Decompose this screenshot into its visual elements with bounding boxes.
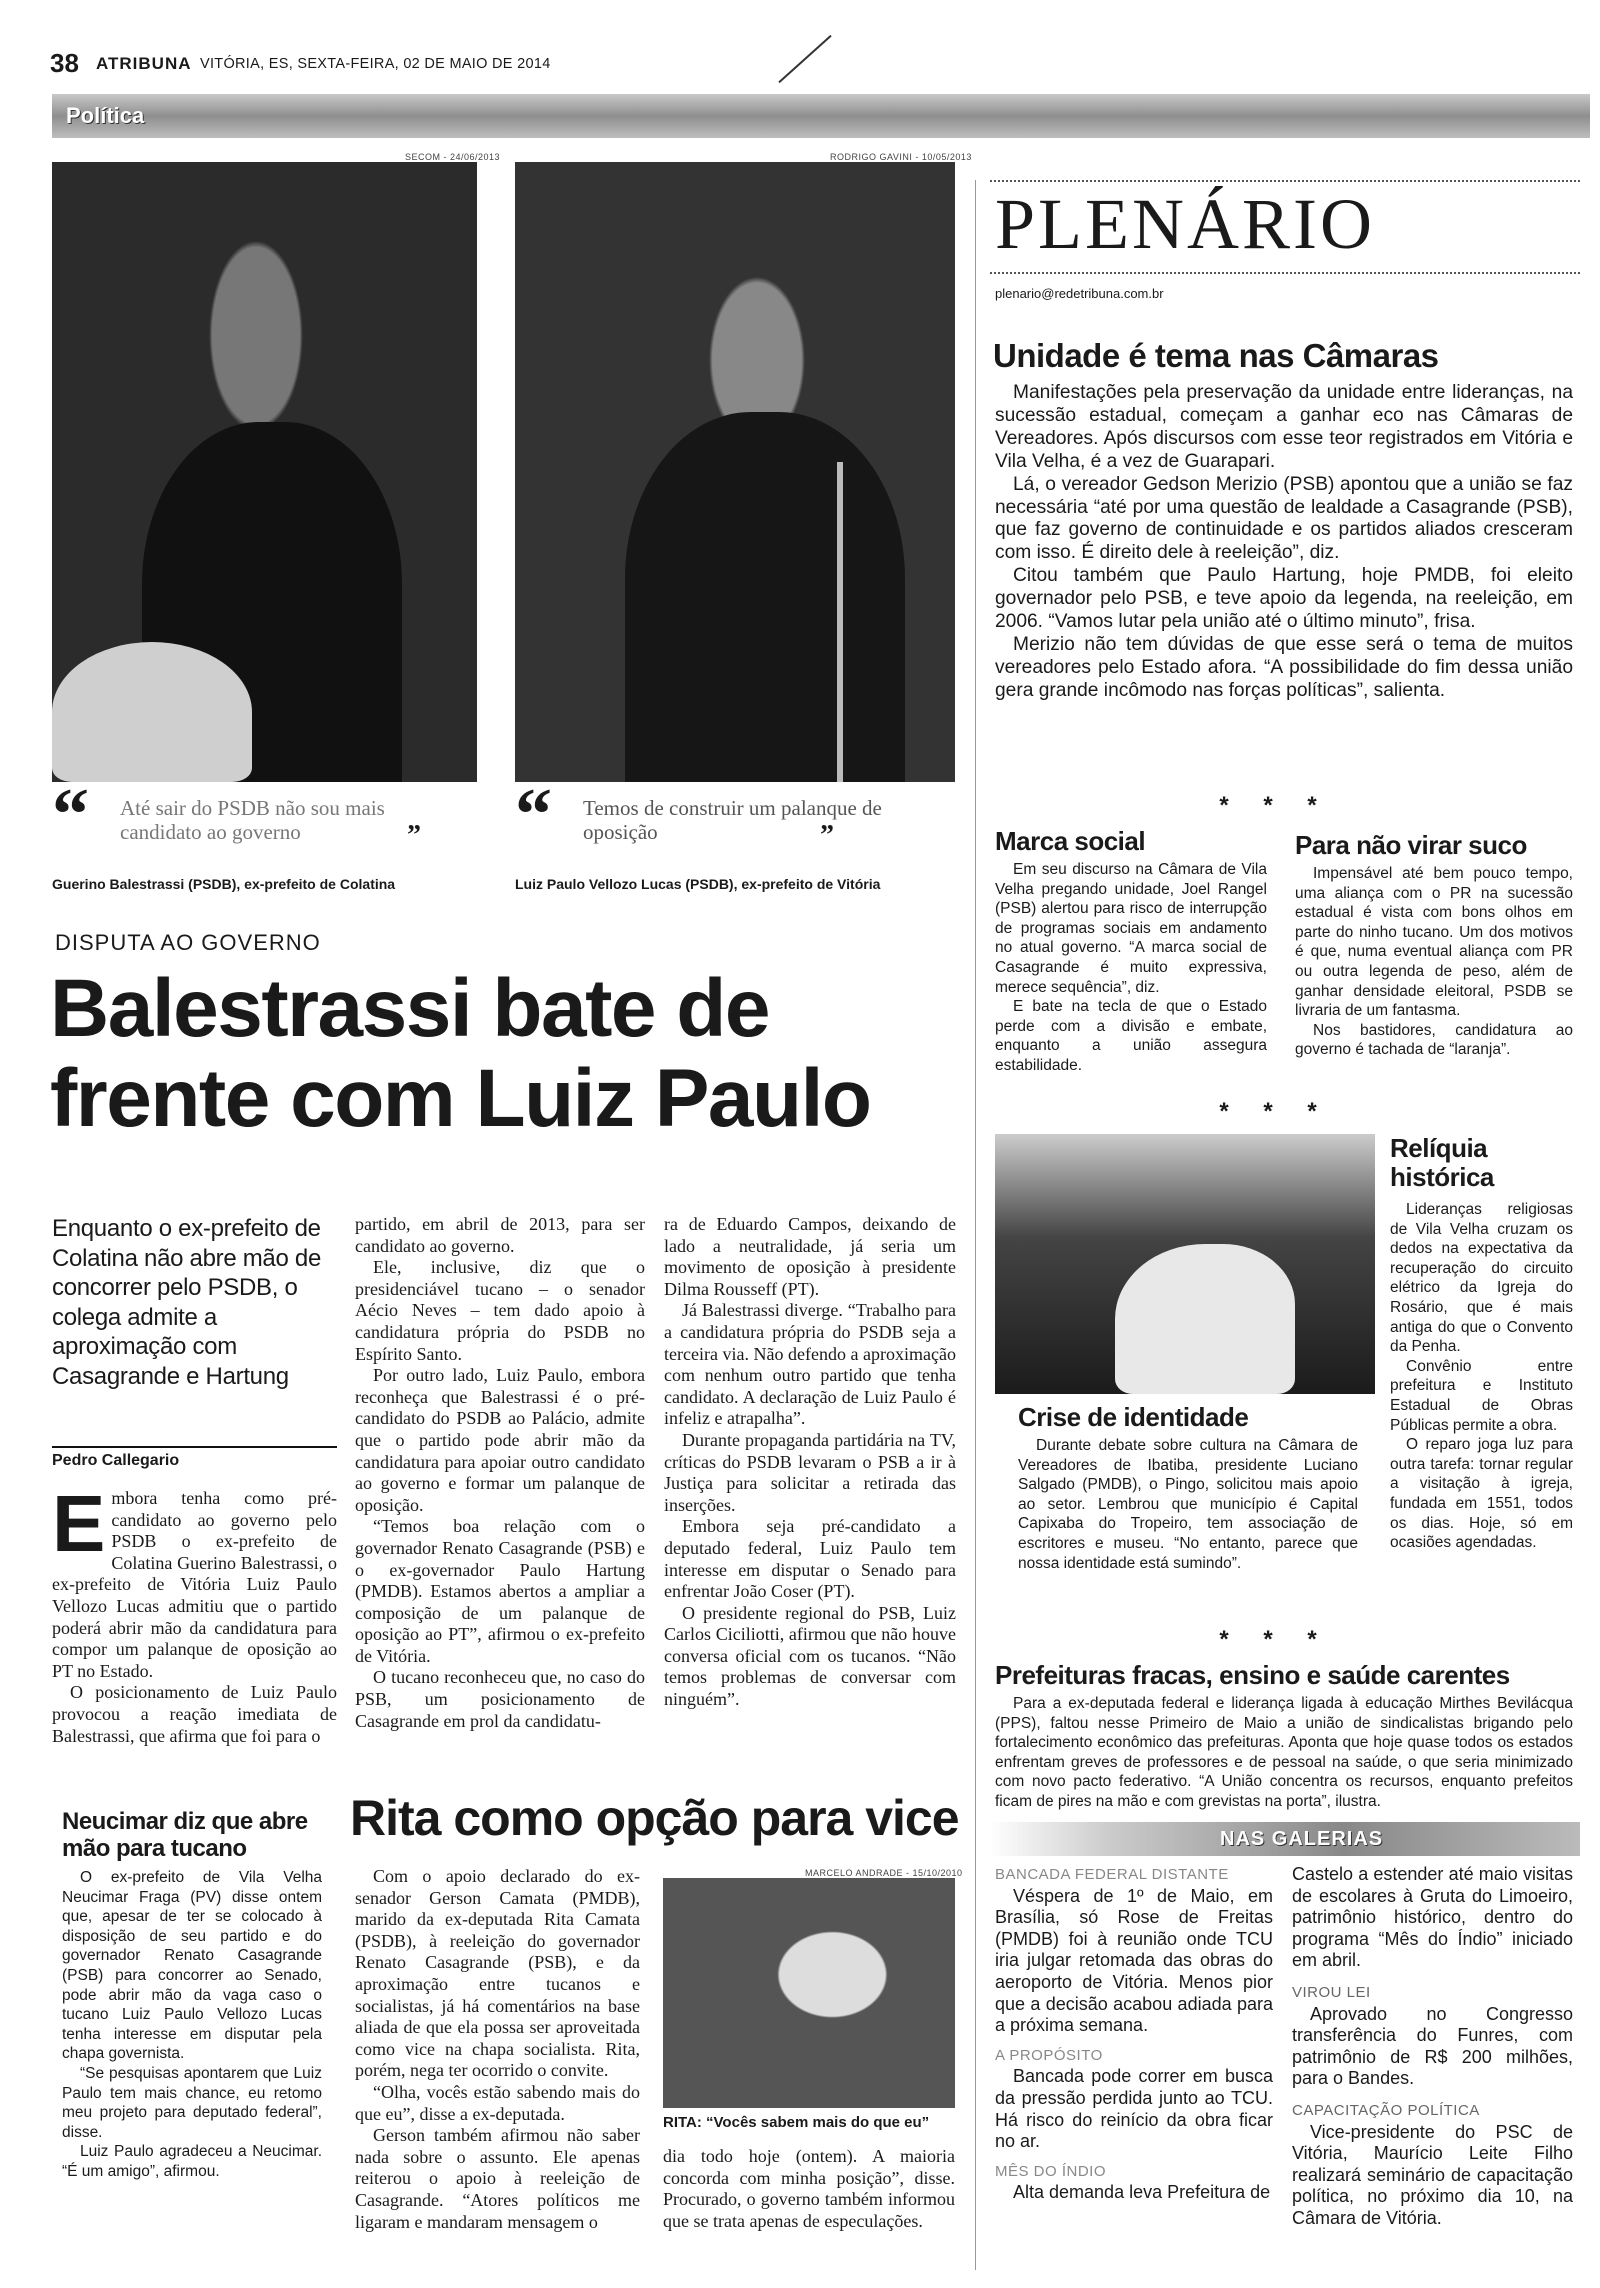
rita-p3: Gerson também afirmou não saber nada sobre o assunto. Ele apenas reiterou o apoio à reeleição de Casagrande. “Atores políticos me ligaram e mandaram mensagem o: [355, 2125, 640, 2232]
deck: Enquanto o ex-prefeito de Colatina não abre mão de concorrer pelo PSDB, o colega admite a aproximação com Casagrande e Hartung: [52, 1215, 321, 1390]
galerias-text-4: Aprovado no Congresso transferência do Funres, com patrimônio de R$ 200 milhões, para o Bandes.: [1292, 2003, 1573, 2089]
rita-col-1: [355, 1866, 640, 2233]
main-col2-p1: partido, em abril de 2013, para ser candidato ao governo.: [355, 1214, 645, 1256]
pullquote-left-text: Até sair do PSDB não sou mais candidato ao governo: [120, 796, 385, 844]
plenario-top-rule: [990, 180, 1580, 182]
pullquote-left: [52, 774, 477, 862]
photo-luiz-paulo: [515, 162, 955, 782]
main-col3-p3: Durante propaganda partidária na TV, críticas do PSDB levaram o PSB a ir à Justiça para solicitar a retirada das inserções.: [664, 1429, 956, 1515]
headline-line-1: Balestrassi bate de: [50, 963, 769, 1054]
galerias-text-3: Alta demanda leva Prefeitura de: [1013, 2182, 1271, 2203]
photo-rita: [663, 1878, 955, 2108]
photo-caption-right: Luiz Paulo Vellozo Lucas (PSDB), ex-prefeito de Vitória: [515, 876, 881, 892]
quote-close-icon: ”: [407, 820, 421, 851]
main-col-2: [355, 1214, 645, 1732]
main-col-3: [664, 1214, 956, 1711]
photo-credit-left: SECOM - 24/06/2013: [405, 152, 501, 162]
headline: [50, 964, 970, 1144]
main-col-1: [52, 1479, 337, 1747]
headline-line-2: frente com Luiz Paulo: [50, 1053, 871, 1144]
reliquia-p3: O reparo joga luz para outra tarefa: tornar regular a visitação à igreja, fundada em 1551, todos os dias. Hoje, só em ocasiões agendadas.: [1390, 1436, 1573, 1552]
plenario-lead-p2: Lá, o vereador Gedson Merizio (PSB) apontou que a união se faz necessária “até por uma questão de lealdade a Casagrande (PSB), que faz governo de continuidade e os partidos aliados cresceram com isso. É direito dele à reeleição”, diz.: [995, 473, 1573, 564]
hands-shape-icon: [52, 642, 252, 782]
horse-shape-icon: [1115, 1244, 1295, 1394]
stars-divider-1: * * *: [1219, 792, 1331, 819]
plenario-lead-title: Unidade é tema nas Câmaras: [993, 337, 1439, 374]
pullquote-right-text: Temos de construir um palanque de oposição: [583, 796, 882, 844]
main-col3-p1: ra de Eduardo Campos, deixando de lado a neutralidade, já seria um movimento de oposição à presidente Dilma Rousseff (PT).: [664, 1214, 956, 1299]
rita-p2: “Olha, vocês estão sabendo mais do que eu”, disse a ex-deputada.: [355, 2081, 640, 2124]
suco-body: [1295, 864, 1573, 1060]
photo-igreja-rosario: [995, 1134, 1375, 1394]
crise-title: Crise de identidade: [1018, 1402, 1249, 1432]
galerias-text-1: Véspera de 1º de Maio, em Brasília, só Rose de Freitas (PMDB) foi à reunião onde TCU iria julgar retomada das obras do aeroporto de Vitória. Menos pior que a decisão acabou adiada para a próxima semana.: [995, 1885, 1273, 2036]
newspaper-brand: ATRIBUNA: [96, 54, 192, 73]
galerias-col-1: [995, 1864, 1273, 2204]
plenario-lead-p4: Merizio não tem dúvidas de que esse será o tema de muitos vereadores pelo Estado afora. “A possibilidade do fim dessa união gera grande incômodo nas forças políticas”, salienta.: [995, 633, 1573, 701]
photo-balestrassi: [52, 162, 477, 782]
byline: Pedro Callegario: [52, 1452, 180, 1469]
reliquia-p2: Convênio entre prefeitura e Instituto Estadual de Obras Públicas permite a obra.: [1390, 1357, 1573, 1434]
neucimar-body: [52, 1868, 322, 2182]
galerias-head-1: BANCADA FEDERAL DISTANTE: [995, 1866, 1229, 1883]
rita-title: Rita como opção para vice: [350, 1790, 959, 1846]
main-col3-p2: Já Balestrassi diverge. “Trabalho para a candidatura própria do PSDB seja a terceira via. Não defendo a aproximação com nenhum outro partido que tenha candidato. A declaração de Luiz Paulo é infeliz e atrapalha”.: [664, 1300, 956, 1429]
suco-p2: Nos bastidores, candidatura ao governo é tachada de “laranja”.: [1295, 1021, 1573, 1059]
reliquia-p1: Lideranças religiosas de Vila Velha cruzam os dedos na expectativa da recuperação do circuito elétrico da Igreja do Rosário, que é mais antiga do que o Convento da Penha.: [1390, 1201, 1573, 1356]
suco-p1: Impensável até bem pouco tempo, uma aliança com o PR na sucessão estadual é vista com bons olhos em parte do ninho tucano. Um dos motivos é que, numa eventual aliança com PR ou outra legenda de peso, além de ganhar densidade eleitoral, PSDB se livraria de um fantasma.: [1295, 865, 1573, 1020]
byline-rule: [52, 1446, 337, 1448]
dateline: VITÓRIA, ES, SEXTA-FEIRA, 02 DE MAIO DE 2014: [200, 56, 551, 72]
marca-body: [995, 860, 1267, 1076]
stars-divider-3: * * *: [1219, 1626, 1331, 1653]
main-col2-p3: Por outro lado, Luiz Paulo, embora reconheça que Balestrassi é o pré-candidato do PSDB ao Palácio, admite que o partido pode abrir mão da candidatura para apoiar outro candidato ao governo e formar um palanque de oposição.: [355, 1365, 645, 1515]
galerias-head-4: VIROU LEI: [1292, 1983, 1371, 2001]
plenario-title-rule: [990, 272, 1580, 274]
column-divider: [975, 180, 976, 2270]
kicker: DISPUTA AO GOVERNO: [55, 930, 321, 955]
pullquote-right: [515, 774, 955, 862]
dropcap: E: [52, 1479, 106, 1568]
galerias-band: [990, 1822, 1580, 1856]
pref-body: [995, 1694, 1573, 1812]
main-col2-p5: O tucano reconheceu que, no caso do PSB, um posicionamento de Casagrande em prol da candidatu-: [355, 1667, 645, 1731]
galerias-text-2: Bancada pode correr em busca da pressão perdida junto ao TCU. Há risco do reinício da obra ficar no ar.: [995, 2066, 1273, 2152]
pref-p1: Para a ex-deputada federal e liderança ligada à educação Mirthes Bevilácqua (PPS), faltou nesse Primeiro de Maio a união de sindicalistas brigando pelo fortalecimento econômico das prefeituras. Aponta que hoje quase todos os estados enfrentam greves de professores e de pessoal na saúde, o que seria minimizado com novo pacto federativo. “A União concentra os recursos, enquanto prefeitos ficam de pires na mão e com grevistas na porta”, ilustra.: [995, 1695, 1573, 1810]
marca-title: Marca social: [995, 826, 1146, 856]
marca-p2: E bate na tecla de que o Estado perde com a divisão e embate, enquanto a união assegura estabilidade.: [995, 998, 1267, 1074]
microphone-icon: [837, 462, 843, 782]
page-number: 38: [50, 48, 79, 78]
rita-p1: Com o apoio declarado do ex-senador Gerson Camata (PMDB), marido da ex-deputada Rita Camata (PSDB), à reeleição do governador Renato Casagrande (PSB), e da aproximação entre tucanos e socialistas, já há comentários na base aliada de que ela possa ser aproveitada como vice na chapa socialista. Rita, porém, nega ter ocorrido o convite.: [355, 1866, 640, 2081]
main-col3-p5: O presidente regional do PSB, Luiz Carlos Ciciliotti, afirmou que não houve conversa oficial com os tucanos. “Não temos problemas de conversar com ninguém”.: [664, 1602, 956, 1710]
rita-col-2: [663, 2146, 955, 2232]
main-col2-p2: Ele, inclusive, diz que o presidenciável tucano – o senador Aécio Neves – tem dado apoio à candidatura própria do PSDB no Espírito Santo.: [355, 1257, 645, 1364]
stars-divider-2: * * *: [1219, 1098, 1331, 1125]
neucimar-title: Neucimar diz que abre mão para tucano: [62, 1808, 308, 1862]
quote-mark-icon: “: [515, 774, 552, 856]
page-header: [50, 48, 1590, 84]
plenario-title: PLENÁRIO: [995, 184, 1375, 264]
section-label: Política: [66, 103, 145, 128]
photo-credit-right: RODRIGO GAVINI - 10/05/2013: [830, 152, 972, 162]
crise-p1: Durante debate sobre cultura na Câmara de Vereadores de Ibatiba, presidente Luciano Salgado (PMDB), o Pingo, solicitou mais apoio ao setor. Lembrou que município é Capital Capixaba do Tropeiro, tem associação de escritores e museu. “No entanto, parece que nossa identidade está sumindo”.: [1018, 1437, 1358, 1572]
main-col3-p4: Embora seja pré-candidato a deputado federal, Luiz Paulo tem interesse em disputar o Senado para enfrentar João Coser (PT).: [664, 1516, 956, 1602]
rita-p4: dia todo hoje (ontem). A maioria concorda com minha posição”, disse. Procurado, o governo também informou que se trata apenas de especulações.: [663, 2146, 955, 2231]
main-col1-p2: O posicionamento de Luiz Paulo provocou a reação imediata de Balestrassi, que afirma que foi para o: [52, 1682, 337, 1746]
neucimar-p1: O ex-prefeito de Vila Velha Neucimar Fraga (PV) disse ontem que, apesar de ter se colocado à disposição de seu partido e do governador Renato Casagrande (PSB) para concorrer ao Senado, pode abrir mão da vaga caso o tucano Luiz Paulo Vellozo Lucas tenha interesse em disputar pela chapa governista.: [62, 1869, 322, 2063]
plenario-lead-p1: Manifestações pela preservação da unidade entre lideranças, na sucessão estadual, começam a ganhar eco nas Câmaras de Vereadores. Após discursos com esse teor registrados em Vitória e Vila Velha, é a vez de Guarapari.: [995, 382, 1573, 472]
rita-photo-credit: MARCELO ANDRADE - 15/10/2010: [805, 1868, 963, 1878]
suit-shape-icon: [625, 412, 905, 782]
galerias-head-5: CAPACITAÇÃO POLÍTICA: [1292, 2101, 1480, 2119]
quote-mark-icon: “: [52, 774, 89, 856]
main-col1-p1: mbora tenha como pré-candidato ao governo pelo PSDB o ex-prefeito de Colatina Guerino Balestrassi, o ex-prefeito de Vitória Luiz Paulo Vellozo Lucas admitiu que o partido poderá abrir mão da candidatura para compor um palanque de oposição ao PT no Estado.: [52, 1488, 337, 1681]
galerias-label: NAS GALERIAS: [1220, 1828, 1384, 1850]
reliquia-body: [1390, 1200, 1573, 1553]
crise-body: [1018, 1436, 1358, 1573]
photo-caption-left: Guerino Balestrassi (PSDB), ex-prefeito de Colatina: [52, 876, 396, 892]
reliquia-title: Relíquia histórica: [1390, 1133, 1494, 1192]
galerias-head-2: A PROPÓSITO: [995, 2046, 1103, 2064]
galerias-text-3-cont: Castelo a estender até maio visitas de escolares à Gruta do Limoeiro, patrimônio histórico, dentro do programa “Mês do Índio” iniciado em abril.: [1292, 1864, 1573, 1971]
neucimar-box: [52, 1808, 322, 2182]
galerias-text-5: Vice-presidente do PSC de Vitória, Maurício Leite Filho realizará seminário de capacitação política, no próximo dia 10, na Câmara de Vitória.: [1292, 2121, 1573, 2228]
neucimar-p3: Luiz Paulo agradeceu a Neucimar. “É um amigo”, afirmou.: [62, 2143, 322, 2180]
plenario-lead-body: [995, 382, 1573, 703]
main-col2-p4: “Temos boa relação com o governador Renato Casagrande (PSB) e o ex-governador Paulo Hartung (PMDB). Estamos abertos a ampliar a composição de um palanque de oposição ao PT”, afirmou o ex-prefeito de Vitória.: [355, 1516, 645, 1666]
pref-title: Prefeituras fracas, ensino e saúde carentes: [995, 1660, 1510, 1690]
plenario-lead-p3: Citou também que Paulo Hartung, hoje PMDB, foi eleito governador pelo PSB, e teve apoio da legenda, na reeleição, em 2006. “Vamos lutar pela união até o último minuto”, frisa.: [995, 565, 1573, 633]
section-band: [52, 94, 1590, 138]
galerias-col-2: [1292, 1864, 1573, 2230]
marca-p1: Em seu discurso na Câmara de Vila Velha pregando unidade, Joel Rangel (PSB) alertou para risco de interrupção de programas sociais em andamento no atual governo. “A marca social de Casagrande é muito expressiva, merece sequência”, diz.: [995, 861, 1267, 996]
galerias-head-3: MÊS DO ÍNDIO: [995, 2162, 1107, 2180]
rita-photo-caption: RITA: “Vocês sabem mais do que eu”: [663, 2114, 930, 2131]
neucimar-p2: “Se pesquisas apontarem que Luiz Paulo tem mais chance, eu retomo meu projeto para deputado federal”, disse.: [62, 2064, 322, 2141]
quote-close-icon: ”: [820, 820, 834, 851]
suco-title: Para não virar suco: [1295, 830, 1527, 860]
plenario-email: plenario@redetribuna.com.br: [995, 286, 1164, 301]
